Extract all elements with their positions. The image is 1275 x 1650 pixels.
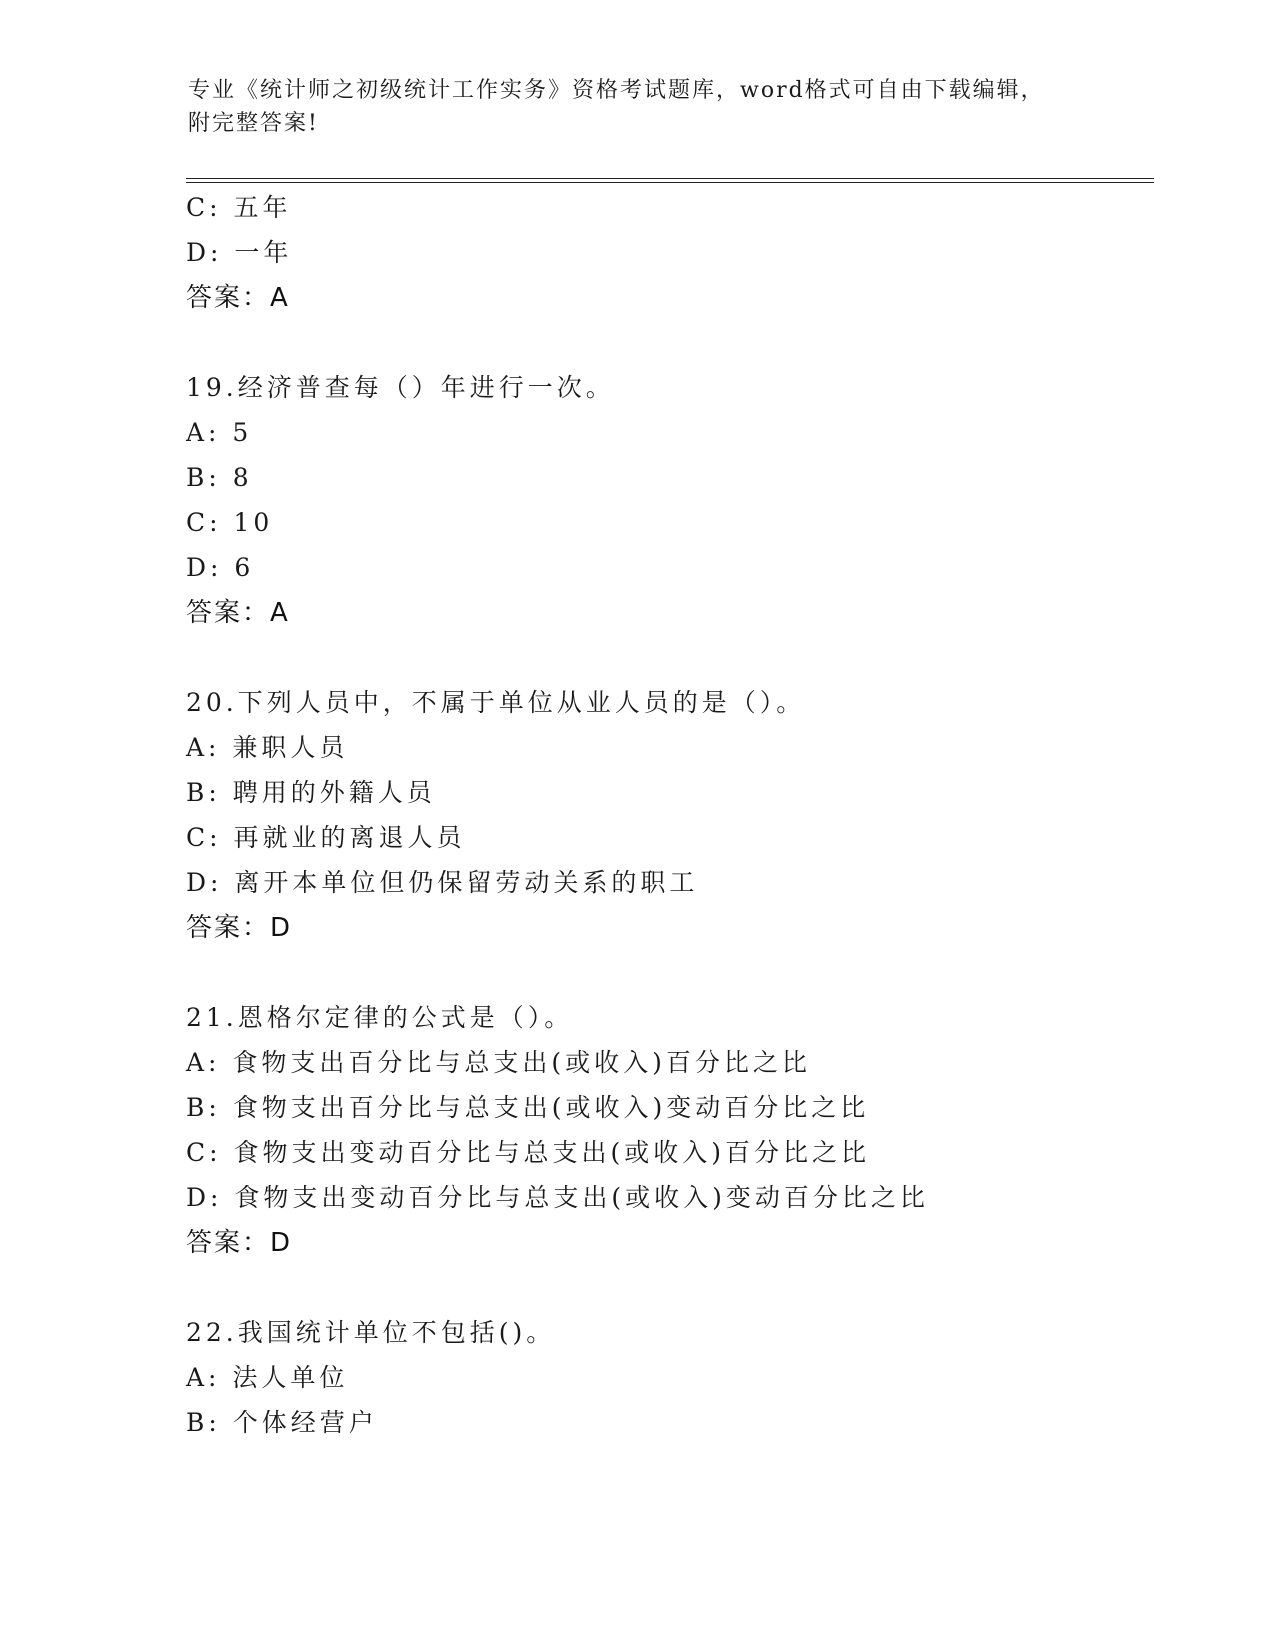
header-line-2: 附完整答案! <box>188 111 319 136</box>
header-divider-bottom <box>186 182 1154 183</box>
option-b: B: 聘用的外籍人员 <box>186 778 436 807</box>
option-c: C: 10 <box>186 508 274 537</box>
document-header <box>188 74 1088 140</box>
option-d: D: 离开本单位但仍保留劳动关系的职工 <box>186 868 699 897</box>
option-d: D: 6 <box>186 553 255 582</box>
answer-label: 答案：A <box>186 283 290 313</box>
question-stem: 20.下列人员中，不属于单位从业人员的是（）。 <box>186 688 806 717</box>
option-d: D: 食物支出变动百分比与总支出(或收入)变动百分比之比 <box>186 1183 929 1212</box>
option-c: C: 五年 <box>186 193 292 222</box>
option-d: D: 一年 <box>186 238 293 267</box>
header-divider-top <box>186 178 1154 179</box>
option-a: A: 5 <box>186 418 253 447</box>
question-stem: 19.经济普查每（）年进行一次。 <box>186 373 615 402</box>
answer-label: 答案：A <box>186 598 290 628</box>
header-line-1: 专业《统计师之初级统计工作实务》资格考试题库，word格式可自由下载编辑， <box>188 78 1045 103</box>
option-b: B: 8 <box>186 463 253 492</box>
option-b: B: 个体经营户 <box>186 1408 378 1437</box>
answer-label: 答案：D <box>186 913 293 943</box>
option-a: A: 兼职人员 <box>186 733 349 762</box>
option-c: C: 再就业的离退人员 <box>186 823 466 852</box>
answer-label: 答案：D <box>186 1228 293 1258</box>
question-stem: 21.恩格尔定律的公式是（）。 <box>186 1003 574 1032</box>
option-a: A: 食物支出百分比与总支出(或收入)百分比之比 <box>186 1048 811 1077</box>
option-b: B: 食物支出百分比与总支出(或收入)变动百分比之比 <box>186 1093 870 1122</box>
question-stem: 22.我国统计单位不包括()。 <box>186 1318 556 1347</box>
option-c: C: 食物支出变动百分比与总支出(或收入)百分比之比 <box>186 1138 871 1167</box>
option-a: A: 法人单位 <box>186 1363 349 1392</box>
